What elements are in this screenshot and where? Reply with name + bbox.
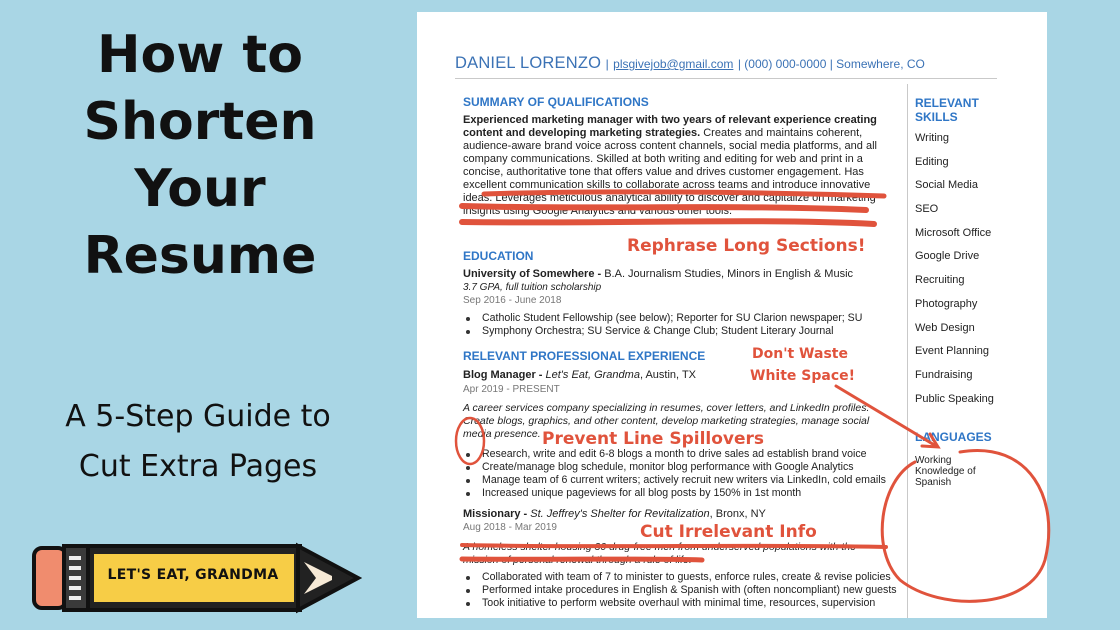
resume-header <box>455 54 925 73</box>
list-item-continuation: Symphony Orchestra; SU Service & Change Club; Student Literary Journal <box>463 325 893 338</box>
languages-heading: LANGUAGES <box>915 430 992 444</box>
skill-item: Writing <box>915 132 950 144</box>
list-item: Catholic Student Fellowship (see below); Reporter for SU Clarion newspaper; SU <box>463 312 893 325</box>
skill-item: Event Planning <box>915 345 989 358</box>
job1-location: , Austin, TX <box>639 369 697 381</box>
header-separator: | <box>605 57 609 71</box>
job2-company: St. Jeffrey's Shelter for Revitalization <box>530 508 710 520</box>
job1-desc-2: Create blogs, graphics, and other content, develop marketing strategies, manage social <box>463 415 870 427</box>
job2-title: Missionary - <box>463 508 528 520</box>
job2-desc-2: mission of personal renewal through a rule of life. <box>463 554 692 566</box>
job2-desc-1: A homeless shelter housing 30 drug-free men from underserved populations with the <box>463 541 856 553</box>
skill-item: Microsoft Office <box>915 226 992 239</box>
annotation-rephrase: Rephrase Long Sections! <box>627 236 866 256</box>
job1-dates: Apr 2019 - PRESENT <box>463 384 560 395</box>
job2-dates: Aug 2018 - Mar 2019 <box>463 522 557 533</box>
experience-heading: RELEVANT PROFESSIONAL EXPERIENCE <box>463 349 706 363</box>
page-title: How to Shorten Your Resume <box>83 25 317 286</box>
degree: B.A. Journalism Studies, Minors in English & Music <box>604 268 854 280</box>
skills-heading: RELEVANT SKILLS <box>915 96 979 124</box>
list-item: Collaborated with team of 7 to minister to guests, enforce rules, create & revise policies <box>463 571 893 584</box>
job1-bullets <box>463 448 893 500</box>
header-divider <box>455 78 997 79</box>
resume-name: DANIEL LORENZO <box>455 54 602 72</box>
list-item: Create/manage blog schedule, monitor blog performance with Google Analytics <box>463 461 893 474</box>
job1-title: Blog Manager - <box>463 369 543 381</box>
skill-item: SEO <box>915 203 939 216</box>
skill-item: Google Drive <box>915 250 980 263</box>
skill-item: Editing <box>915 155 949 168</box>
summary-body: Creates and maintains coherent, audience-aware brand voice across content channels, social media platforms, and all company communications. Skilled at both writing and editing for web and print in a concise, authoritative tone that offers value and drives customer engagement. <box>463 127 877 178</box>
annotation-whitespace-1: Don't Waste <box>752 346 848 362</box>
languages-text: Working Knowledge of Spanish <box>915 455 976 488</box>
summary-text <box>463 114 883 218</box>
skills-list <box>915 132 994 416</box>
skill-item: Web Design <box>915 321 975 334</box>
list-item: Manage team of 6 current writers; actively recruit new writers via LinkedIn, cold emails <box>463 474 893 487</box>
list-item: Increased unique pageviews for all blog posts by 150% in 1st month <box>463 487 893 500</box>
education-dates: Sep 2016 - June 2018 <box>463 295 562 306</box>
annotation-spillover: Prevent Line Spillovers <box>542 429 765 449</box>
job2-title-line <box>463 508 883 521</box>
school-name: University of Somewhere - <box>463 268 602 280</box>
education-heading: EDUCATION <box>463 249 534 263</box>
job1-desc-1: A career services company specializing in resumes, cover letters, and LinkedIn profiles. <box>463 402 870 414</box>
annotation-whitespace-2: White Space! <box>750 368 855 384</box>
summary-lead: Experienced marketing manager with two years of relevant experience creating content and developing marketing strategies. <box>463 114 877 139</box>
summary-struck: Has excellent communication skills to collaborate across teams and introduce innovative ideas. Leverages meticulous analytical ability to discover and capitalize on marketing insights using Google Analytics and various other tools. <box>463 166 876 217</box>
header-contact: | (000) 000-0000 | Somewhere, CO <box>737 57 925 71</box>
skill-item: Public Speaking <box>915 392 994 405</box>
sidebar-divider <box>907 84 908 618</box>
skill-item: Photography <box>915 297 978 310</box>
page-subtitle: A 5-Step Guide to Cut Extra Pages <box>65 399 331 484</box>
left-panel <box>0 0 420 630</box>
list-item: Performed intake procedures in English & Spanish with (often noncompliant) new guests <box>463 584 893 597</box>
skill-item: Fundraising <box>915 368 973 381</box>
skill-item: Social Media <box>915 179 978 192</box>
list-item: Took initiative to perform website overhaul with minimal time, resources, supervision <box>463 597 893 610</box>
job1-desc-3: media presence. <box>463 428 541 440</box>
gpa: 3.7 GPA, full tuition scholarship <box>463 282 602 293</box>
annotation-irrelevant: Cut Irrelevant Info <box>640 522 817 542</box>
list-item: Research, write and edit 6-8 blogs a month to drive sales ad establish brand voice <box>463 448 893 461</box>
job2-location: , Bronx, NY <box>709 508 766 520</box>
email-link[interactable]: plsgivejob@gmail.com <box>613 57 734 71</box>
summary-heading: SUMMARY OF QUALIFICATIONS <box>463 95 649 109</box>
job2-bullets <box>463 571 897 610</box>
education-school-line <box>463 268 883 281</box>
logo-text: LET'S EAT, GRANDMA <box>107 567 279 583</box>
job1-company: Let's Eat, Grandma <box>545 369 640 381</box>
education-bullets <box>463 312 893 338</box>
skill-item: Recruiting <box>915 274 965 287</box>
